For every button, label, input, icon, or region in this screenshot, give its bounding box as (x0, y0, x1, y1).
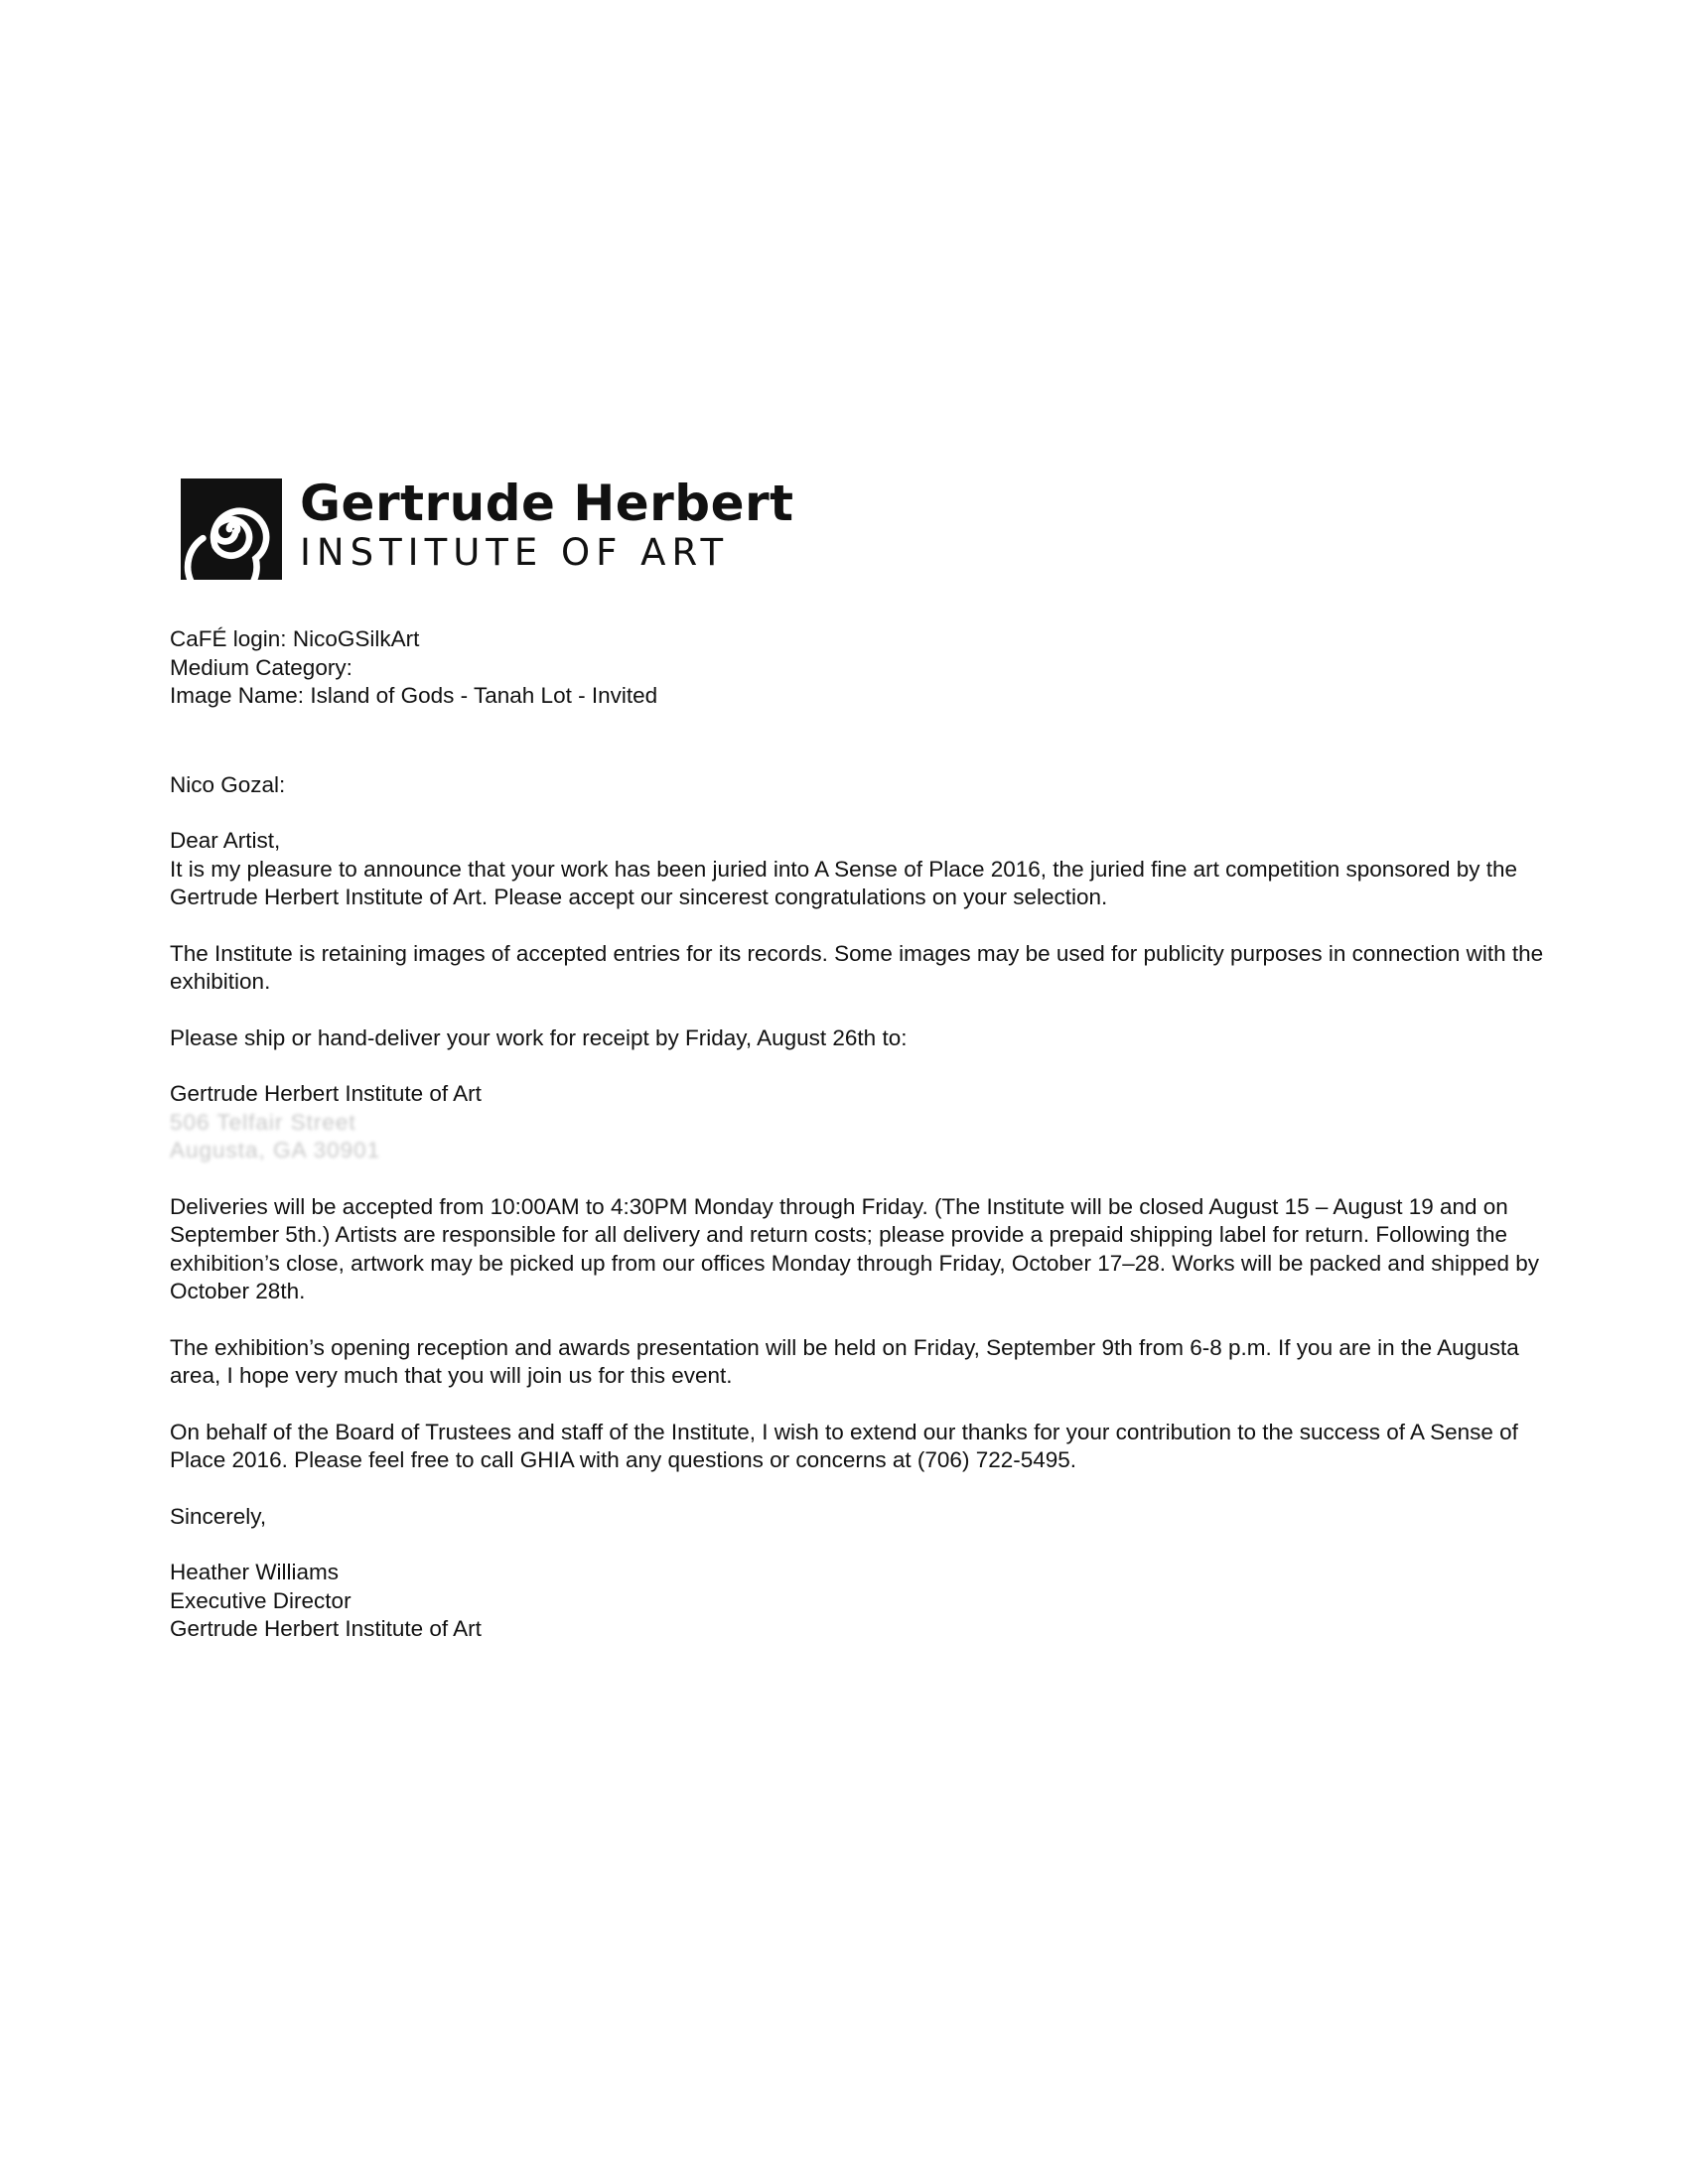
paragraph-shipping: Please ship or hand-deliver your work for receipt by Friday, August 26th to: (170, 1024, 908, 1050)
letter-body (170, 625, 1560, 1644)
field-value: NicoGSilkArt (292, 626, 420, 651)
field-image-name (170, 682, 1560, 711)
logo-subtitle: INSTITUTE OF ART (300, 531, 730, 574)
logo-text (300, 477, 794, 574)
paragraph-thanks: On behalf of the Board of Trustees and staff of the Institute, I wish to extend our thanks for your contribution to the success of A Sense of Place 2016. Please feel free to call GHIA with any questions or concerns at (706) 722-5495. (170, 1419, 1518, 1472)
field-label: Medium Category: (170, 654, 352, 680)
signer-title: Executive Director (170, 1587, 352, 1613)
field-label: CaFÉ login: (170, 626, 287, 651)
delivery-address (170, 1080, 1560, 1165)
closing: Sincerely, (170, 1503, 267, 1529)
institute-logo (181, 477, 794, 580)
address-street: 506 Telfair Street (170, 1109, 356, 1135)
signer-name: Heather Williams (170, 1560, 340, 1584)
paragraph-reception: The exhibition’s opening reception and awards presentation will be held on Friday, September 9th from 6-8 p.m. If you are in the Augusta area, I hope very much that you will join us for this event. (170, 1334, 1519, 1388)
logo-name: Gertrude Herbert (300, 475, 794, 532)
recipient-name: Nico Gozal: (170, 771, 286, 797)
paragraph-acceptance: It is my pleasure to announce that your work has been juried into A Sense of Place 2016, the juried fine art competition sponsored by the Gertrude Herbert Institute of Art. Please accept our sincerest congratulations on your selection. (170, 856, 1518, 909)
paragraph-images: The Institute is retaining images of accepted entries for its records. Some images may be used for publicity purposes in connection with the exhibition. (170, 940, 1544, 994)
address-city: Augusta, GA 30901 (170, 1138, 381, 1162)
salutation: Dear Artist, (170, 828, 281, 853)
signer-org: Gertrude Herbert Institute of Art (170, 1616, 482, 1641)
signature-block (170, 1559, 1560, 1644)
address-name: Gertrude Herbert Institute of Art (170, 1081, 482, 1106)
field-cafe-login (170, 625, 1560, 654)
field-value: Island of Gods - Tanah Lot - Invited (310, 683, 658, 708)
field-label: Image Name: (170, 683, 305, 708)
spiral-logo-icon (181, 478, 282, 580)
paragraph-deliveries: Deliveries will be accepted from 10:00AM to 4:30PM Monday through Friday. (The Institute will be closed August 15 – August 19 and on September 5th.) Artists are responsible for all delivery and return costs; please provide a prepaid shipping label for return. Following the exhibition’s close, artwork may be picked up from our offices Monday through Friday, October 17–28. Works will be packed and shipped by October 28th. (170, 1193, 1540, 1303)
field-medium-category (170, 654, 1560, 683)
